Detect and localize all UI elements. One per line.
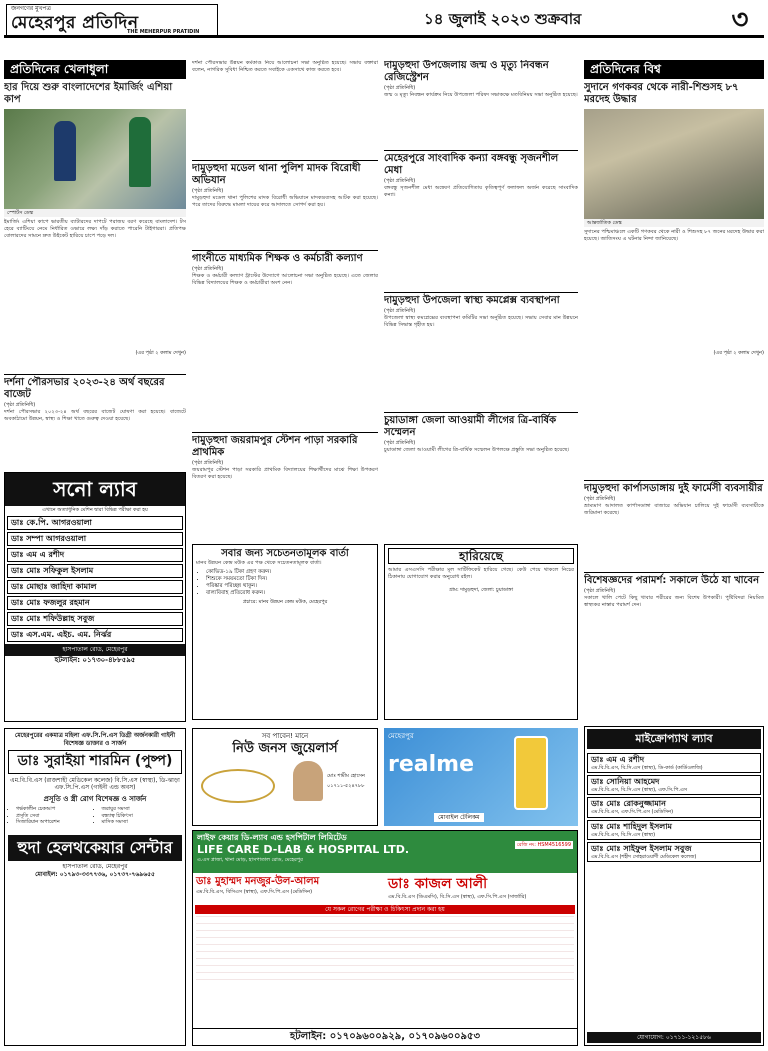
world-caption: আন্তর্জাতিক ডেস্ক: [584, 219, 764, 227]
world-continued: (এর পৃষ্ঠা ২ কলাম দেখুন): [713, 350, 764, 357]
necklace-icon: [201, 769, 275, 803]
phone-image: [514, 736, 548, 810]
sono-address: হাসপাতাল রোড, মেহেরপুর: [5, 644, 185, 656]
micropath-title: মাইক্রোপ্যাথ ল্যাব: [587, 729, 761, 749]
world-section-header: প্রতিদিনের বিশ্ব: [584, 60, 764, 79]
sports-body: ইমার্জিং এশিয়া কাপে ভারতীয় ব্যাটারদের দাপটে পরাজয় বরণ করেছে বাংলাদেশ। টস হেরে ব্যাটিংয়ে নেমে নির্ধারিত ওভারে লক্ষ্য দাঁড় করাতে পারেনি টাইগাররা। প্রতিপক্ষ বোলারদের সামনে দ্রুত উইকেট হারিয়ে চাপে পড়ে দল।: [4, 219, 186, 240]
teachers-meta: (পৃষ্ঠা প্রতিনিধি): [192, 266, 224, 272]
meherpur-meta: (পৃষ্ঠা প্রতিনিধি): [384, 178, 416, 184]
sono-lab-title: সনো ল্যাব: [5, 473, 185, 506]
realme-ad: [384, 728, 578, 826]
sono-hotline: হটলাইন: ০১৭৩০-৪৮৮৫৯৫: [54, 655, 136, 664]
lifecare-services-label: যে সকল রোগের পরীক্ষা ও চিকিৎসা প্রদান করা হয়: [195, 905, 575, 915]
lifecare-doctor-2: ডাঃ কাজল আলী: [388, 876, 488, 892]
player-figure: [54, 121, 76, 181]
micropath-doctor-name: ডাঃ মোঃ সাইফুল ইসলাম সবুজ: [591, 843, 692, 853]
micropath-doctor-deg: এম.বি.বি.এস, এফ.সি.পি.এস (মেডিসিন): [591, 809, 674, 816]
jewellers-ad: [192, 728, 378, 826]
jewellers-subtitle: সব পাবেন! মানে: [261, 732, 309, 740]
birth-story: [384, 60, 578, 148]
teachers-headline: গাংনীতে মাধ্যমিক শিক্ষক ও কর্মচারী কল্যাণ: [192, 253, 363, 264]
suraiya-service: • জরায়ুর সমস্যা: [102, 806, 183, 812]
suraiya-service: • মাসিক সমস্যা: [102, 819, 183, 825]
awareness-item: • পরিষ্কার পরিচ্ছন্ন থাকুন।: [206, 583, 374, 590]
suraiya-address: হাসপাতাল রোড, মেহেরপুর: [62, 863, 128, 870]
lifecare-title-en: LIFE CARE D-LAB & HOSPITAL LTD.: [197, 843, 410, 856]
micropath-doctor: [587, 775, 761, 795]
lost-body: আমার এসএসসি পরীক্ষার মূল সার্টিফিকেট হারিয়ে গেছে। কেউ পেয়ে থাকলে নিচের ঠিকানায় যোগাযোগ করার অনুরোধ রইল।: [388, 567, 574, 581]
birth-meta: (পৃষ্ঠা প্রতিনিধি): [384, 85, 416, 91]
micropath-ad: [584, 726, 764, 1046]
sono-doctor: ডাঃ এস.এম. এইচ. এম. নির্ঝর: [7, 628, 183, 642]
lifecare-hotline: হটলাইন: ০১৭০৯৬০০৯২৯, ০১৭০৯৬০০৯৫৩: [193, 1028, 577, 1046]
station-headline: দামুড়হুদা জয়রামপুর স্টেশন পাড়া সরকারি প্রাথমিক: [192, 435, 358, 458]
sono-doctor: ডাঃ সম্পা আগরওয়ালা: [7, 532, 183, 546]
lifecare-title: লাইফ কেয়ার ডি-ল্যাব এন্ড হসপিটাল লিমিটেড: [197, 833, 347, 842]
sono-doctor: ডাঃ মোঃ ফজলুর রহমান: [7, 596, 183, 610]
lost-notice: [384, 544, 578, 720]
micropath-doctor: [587, 753, 761, 773]
lifecare-reg: রেজি নং: HSM4516599: [516, 842, 571, 848]
awareness-item: • কোভিড-১৯ টিকা গ্রহণ করুন।: [206, 569, 374, 576]
pharmacy-body: ভ্রাম্যমাণ আদালত কার্পাসডাঙ্গা বাজারে অভিযান চালিয়ে দুই ফার্মেসী ব্যবসায়ীকে জরিমানা করেছে।: [584, 503, 764, 517]
world-body: সুদানের পশ্চিমাঞ্চলে একটি গণকবর থেকে নারী ও শিশুসহ ৮৭ জনের মরদেহ উদ্ধার করা হয়েছে। জাতিসংঘ এ ঘটনার নিন্দা জানিয়েছে।: [584, 229, 764, 243]
realme-sub: মেহেরপুর: [388, 732, 414, 740]
awareness-box: [192, 544, 378, 720]
col2-top-story: [192, 60, 378, 160]
suraiya-speciality: প্রসূতি ও স্ত্রী রোগ বিশেষজ্ঞ ও সার্জন: [43, 794, 147, 803]
suraiya-phone: মোবাইল: ০১৭৯৩-৩৩৭৭৩৬, ০১৭৩৭-৭৬৯৬৫৫: [35, 870, 155, 878]
budget-meta: (পৃষ্ঠা প্রতিনিধি): [4, 402, 36, 408]
suraiya-venue: হুদা হেলথকেয়ার সেন্টার: [8, 835, 182, 861]
budget-story: [4, 374, 186, 470]
masthead-name-en: THE MEHERPUR PRATIDIN: [127, 29, 200, 35]
health-headline: দামুড়হুদা উপজেলা স্বাস্থ্য কমপ্লেক্স ব্যবস্থাপনা: [384, 295, 560, 306]
sports-continued: (এর পৃষ্ঠা ২ কলাম দেখুন): [135, 350, 186, 357]
masthead-name: মেহেরপুর প্রতিদিন: [11, 13, 139, 33]
suraiya-degrees: এম.বি.বি.এস (রাজশাহী মেডিকেল কলেজ) বি.সি.এস (স্বাস্থ্য), ডি-ঝাড়া এফ.সি.পি.এস (গাইনী এন্ড অবস): [10, 776, 180, 791]
pharmacy-meta: (পৃষ্ঠা প্রতিনিধি): [584, 496, 616, 502]
micropath-doctor-deg: এম.বি.বি.এস, বি.সি.এস (স্বাস্থ্য): [591, 831, 656, 838]
advice-headline: বিশেষজ্ঞদের পরামর্শ: সকালে উঠে যা খাবেন: [584, 575, 760, 586]
lifecare-doctor-2-deg: এম.বি.বি.এস (ডিএমসি), বি.সি.এস (স্বাস্থ্য), এফ.সি.পি.এস (সার্জারি): [388, 893, 527, 900]
meherpur-story: [384, 150, 578, 290]
jewellers-owner: মোঃ শামীম হোসেন: [327, 773, 365, 779]
health-meta: (পৃষ্ঠা প্রতিনিধি): [384, 308, 416, 314]
meherpur-body: বঙ্গবন্ধু সৃজনশীল মেধা অন্বেষণ প্রতিযোগিতায় কৃতিত্বপূর্ণ ফলাফল অর্জন করেছে সাংবাদিক কন্যা।: [384, 185, 578, 199]
pharmacy-story: [584, 480, 764, 570]
sono-doctor: ডাঃ মোঃ সফিকুল ইসলাম: [7, 564, 183, 578]
birth-headline: দামুড়হুদা উপজেলায় জন্ম ও মৃত্যু নিবন্ধন রেজিস্ট্রেশন: [384, 60, 549, 83]
chuadanga-story: [384, 412, 578, 540]
suraiya-intro: মেহেরপুরের একমাত্র মহিলা এফ.সি.পি.এস ডিগ্রী অর্জনকারী গাইনী বিশেষজ্ঞ ডাক্তার ও সার্জন: [14, 732, 176, 747]
chuadanga-meta: (পৃষ্ঠা প্রতিনিধি): [384, 440, 416, 446]
lifecare-doctor-1: ডাঃ মুহাম্মদ মনজুর-উল-আলম: [196, 876, 320, 887]
lifecare-doctor-1-deg: এম.বি.বি.এস, বিসিএস (স্বাস্থ্য), এফ.সি.পি.এস (মেডিসিন): [196, 888, 313, 895]
micropath-doctor-name: ডাঃ মোঃ শাহিদুল ইসলাম: [591, 821, 672, 831]
realme-label: মোবাইল টেলিকম: [434, 813, 484, 823]
chuadanga-body: চুয়াডাঙ্গা জেলা আওয়ামী লীগের ত্রি-বার্ষিক সম্মেলন উপলক্ষে প্রস্তুতি সভা অনুষ্ঠিত হয়েছে।: [384, 447, 570, 454]
teachers-story: [192, 250, 378, 430]
micropath-doctor-name: ডাঃ এম এ রশীদ: [591, 754, 645, 764]
budget-body: দর্শনা পৌরসভার ২০২৩-২৪ অর্থ বছরের বাজেট ঘোষণা করা হয়েছে। বাজেটে অবকাঠামো উন্নয়ন, স্বাস্থ্য ও শিক্ষা খাতে গুরুত্ব দেওয়া হয়েছে।: [4, 409, 186, 423]
sono-doctor: ডাঃ মোঃ শফিউল্লাহ সবুজ: [7, 612, 183, 626]
jewellers-title: নিউ জনস জুয়েলার্স: [232, 740, 338, 756]
suraiya-service: • সিজারিয়ান অপারেশন: [16, 819, 97, 825]
jewellers-phone: ০১৭১১-৫২৪৭৮৮: [327, 783, 365, 789]
sono-lab-subtitle: এখানে অত্যাধুনিক মেশিন দ্বারা বিভিন্ন পরীক্ষা করা হয়: [42, 507, 148, 513]
newspaper-logo: [6, 4, 218, 38]
police-meta: (পৃষ্ঠা প্রতিনিধি): [192, 188, 224, 194]
suraiya-service: • প্রসূতি সেবা: [16, 813, 97, 819]
awareness-item: • বাল্যবিবাহ প্রতিরোধ করুন।: [206, 590, 374, 597]
police-headline: দামুড়হুদা মডেল থানা পুলিশ মাদক বিরোধী অভিযান: [192, 163, 361, 186]
sports-section: [4, 60, 186, 370]
awareness-body: মানব উন্নয়ন কেন্দ্র মউক এর পক্ষ থেকে সচেতনতামূলক বার্তা।: [196, 560, 322, 566]
sono-doctor: ডাঃ এম এ রশীদ: [7, 548, 183, 562]
micropath-doctor-deg: এম.বি.বি.এস, বি.সি.এস (স্বাস্থ্য), এফ.সি.পি.এস: [591, 787, 688, 793]
awareness-title: সবার জন্য সচেতনতামূলক বার্তা: [221, 548, 349, 559]
advice-story: [584, 572, 764, 722]
sono-doctor: ডাঃ কে.পি. আগরওয়ালা: [7, 516, 183, 530]
realme-brand: realme: [388, 751, 475, 777]
suraiya-service: • বন্ধ্যাত্ব চিকিৎসা: [102, 813, 183, 819]
micropath-doctor-deg: এম.বি.বি.এস (শহীদ সোহরাওয়ার্দী মেডিকেল কলেজ): [591, 853, 697, 860]
pharmacy-headline: দামুড়হুদা কার্পাসডাঙ্গায় দুই ফার্মেসী ব্যবসায়ীর: [584, 483, 763, 494]
lifecare-service-list: [196, 916, 574, 986]
masthead: [4, 4, 764, 38]
owner-photo: [293, 761, 323, 801]
world-section: [584, 60, 764, 370]
meherpur-headline: মেহেরপুরে সাংবাদিক কন্যা বঙ্গবন্ধু সৃজনশীল মেধা: [384, 153, 559, 176]
suraiya-name: ডাঃ সুরাইয়া শারমিন (পুষ্প): [8, 750, 182, 774]
micropath-hotline: যোগাযোগ: ০১৭১১-১২১৫৮৬: [587, 1032, 761, 1044]
advice-body: সকালে খালি পেটে কিছু খাবার শরীরের জন্য বিশেষ উপকারী। পুষ্টিবিদরা নিয়মিত স্বাস্থ্যকর নাস্তার পরামর্শ দেন।: [584, 595, 764, 609]
police-body: দামুড়হুদা মডেল থানা পুলিশের মাদক বিরোধী অভিযানে মাদকদ্রব্যসহ আটক করা হয়েছে। পরে তাদের বিরুদ্ধে মামলা দায়ের করে আদালতে সোপর্দ করা হয়।: [192, 195, 378, 209]
lost-contact: গ্রাম: দামুড়হুদা, জেলা: চুয়াডাঙ্গা: [448, 587, 514, 594]
micropath-doctor: [587, 797, 761, 817]
micropath-doctor-name: ডাঃ সোনিয়া আহমেদ: [591, 777, 660, 786]
micropath-doctor: [587, 820, 761, 840]
sports-caption: স্পোর্টস ডেস্ক: [4, 209, 186, 217]
awareness-item: • শিশুকে সময়মতো টিকা দিন।: [206, 576, 374, 583]
health-story: [384, 292, 578, 410]
page-number: ৩: [731, 5, 749, 35]
sports-photo: [4, 109, 186, 209]
world-photo: [584, 109, 764, 219]
lifecare-ad: [192, 830, 578, 1046]
sono-doctor: ডাঃ মোছাঃ জাহিদা কামাল: [7, 580, 183, 594]
issue-date: ১৪ জুলাই ২০২৩ শুক্রবার: [424, 10, 582, 28]
lifecare-address: এ.এস প্লাজা, থানা মোড়, হাসপাতাল রোড, মেহেরপুর: [197, 856, 303, 863]
micropath-doctor: [587, 842, 761, 862]
police-story: [192, 160, 378, 248]
birth-body: জন্ম ও মৃত্যু নিবন্ধন কার্যক্রম নিয়ে উপজেলা পরিষদ সভাকক্ষে মতবিনিময় সভা অনুষ্ঠিত হয়েছে।: [384, 92, 578, 99]
station-body: জয়রামপুর স্টেশন পাড়া সরকারি প্রাথমিক বিদ্যালয়ের শিক্ষার্থীদের মাঝে শিক্ষা উপকরণ বিতরণ করা হয়েছে।: [192, 467, 378, 481]
chuadanga-headline: চুয়াডাঙ্গা জেলা আওয়ামী লীগের ত্রি-বার্ষিক সম্মেলন: [384, 415, 557, 438]
masthead-tagline: জনগণের মুখপত্র: [11, 5, 51, 12]
player-figure: [129, 117, 151, 187]
sports-section-header: প্রতিদিনের খেলাধুলা: [4, 60, 186, 79]
health-body: উপজেলা স্বাস্থ্য কমপ্লেক্সের ব্যবস্থাপনা কমিটির সভা অনুষ্ঠিত হয়েছে। সভায় সেবার মান উন্নয়নে বিভিন্ন সিদ্ধান্ত গৃহীত হয়।: [384, 315, 578, 329]
micropath-doctor-deg: এম.বি.বি.এস, বি.সি.এস (স্বাস্থ্য), ডি-কার্ড (কার্ডিওলজি): [591, 764, 703, 771]
world-headline: সুদানে গণকবর থেকে নারী-শিশুসহ ৮৭ মরদেহ উদ্ধার: [584, 82, 739, 105]
advice-meta: (পৃষ্ঠা প্রতিনিধি): [584, 588, 616, 594]
suraiya-service: • গর্ভকালীন চেকআপ: [16, 806, 97, 812]
station-meta: (পৃষ্ঠা প্রতিনিধি): [192, 460, 224, 466]
col2-top-body: দর্শনা পৌরসভার উন্নয়ন কর্মকাণ্ড নিয়ে আলোচনা সভা অনুষ্ঠিত হয়েছে। সভায় বক্তারা বলেন, নাগরিক সুবিধা নিশ্চিত করতে সবাইকে একসাথে কাজ করতে হবে।: [192, 60, 378, 74]
budget-headline: দর্শনা পৌরসভার ২০২৩-২৪ অর্থ বছরের বাজেট: [4, 377, 165, 400]
sono-lab-ad: [4, 472, 186, 722]
station-story: [192, 432, 378, 532]
micropath-doctor-name: ডাঃ মোঃ রোকনুজ্জামান: [591, 799, 666, 809]
awareness-signoff: প্রচারে: মানব উন্নয়ন কেন্দ্র মউক, মেহেরপুর: [242, 598, 328, 605]
sports-headline: হার দিয়ে শুরু বাংলাদেশের ইমার্জিং এশিয়া কাপ: [4, 82, 173, 105]
suraiya-ad: [4, 728, 186, 1046]
teachers-body: শিক্ষক ও কর্মচারী কল্যাণ ট্রাস্টের উদ্যোগে আলোচনা সভা অনুষ্ঠিত হয়েছে। এতে জেলার বিভিন্ন বিদ্যালয়ের শিক্ষক ও কর্মচারীরা অংশ নেন।: [192, 273, 378, 287]
lost-title: হারিয়েছে: [388, 548, 574, 564]
